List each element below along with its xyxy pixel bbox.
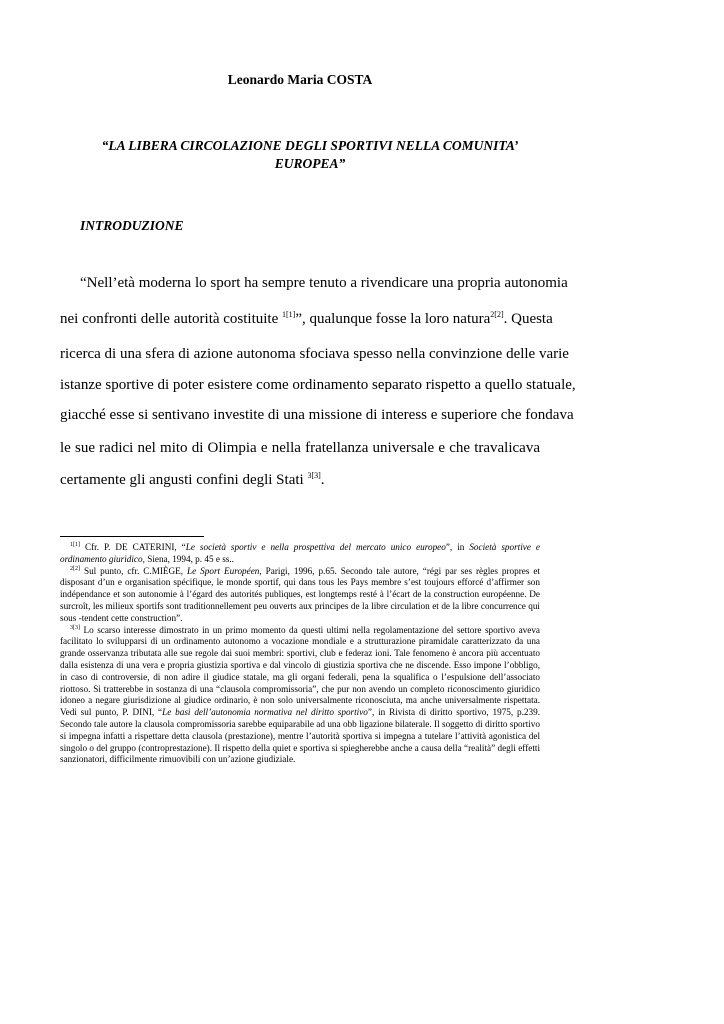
body-line-7: [60, 470, 540, 490]
footnote-ref-2[interactable]: 2[2]: [490, 310, 504, 319]
footnote-cited-title: Le Sport Européen: [187, 565, 260, 576]
body-text-run: ”, qualunque fosse la loro natura: [295, 311, 491, 327]
footnote-text: ”, in: [445, 542, 470, 552]
body-line-4: istanze sportive di poter esistere come ordinamento separato rispetto a quello statuale,: [60, 377, 576, 393]
body-line-2: [60, 309, 553, 329]
section-heading: INTRODUZIONE: [80, 218, 184, 233]
footnotes: [60, 542, 540, 766]
body-line-1: “Nell’età moderna lo sport ha sempre tenuto a rivendicare una propria autonomia: [80, 275, 568, 291]
footnote-marker: 2[2]: [70, 565, 80, 572]
footnote-cited-title: Società sportive e ordinamento giuridico: [60, 542, 540, 564]
footnote-marker: 1[1]: [70, 542, 80, 548]
footnote-separator: [60, 536, 204, 537]
footnote-ref-3[interactable]: 3[3]: [307, 471, 321, 480]
footnote-2: [60, 566, 540, 625]
document-title: [60, 137, 560, 173]
footnote-cited-title: Le basi dell’autonomia normativa nel diritto sportivo: [162, 707, 368, 718]
footnote-marker: 3[3]: [70, 624, 80, 631]
footnote-cited-title: Le società sportiv e nella prospettiva del mercato unico europeo: [185, 542, 446, 552]
body-text-run: . Questa: [503, 311, 553, 327]
footnote-text: , Parigi, 1996, p.65. Secondo tale autore, “régi par ses règles propres et disposant d’un e organisation spécifique, le monde sportif, qui dans tous les Pays membre s’est toujours efforcé d’affirmer son indépendance et son autonomie à l’égard des autorités publiques, est longtemps resté à l’écart de la construction européenne. De surcroît, les milieux sportifs sont traditionnellement peu ouverts aux principes de la libre circulation et de la libre concurrence qui sous -tendent cette construction”.: [60, 565, 540, 623]
footnote-text: ”, in Rivista di diritto sportivo, 1975, p.239. Secondo tale autore la clausola compromissoria sarebbe equiparabile ad una obb ligazione bilaterale. Il soggetto di diritto sportivo si impegna infatti a rispettare detta clausola (prestazione), mentre l’autorità sportiva si impegna a tutelare l’attività agonistica del singolo o del gruppo (controprestazione). Il rispetto della quiet e sportiva si spiegherebbe anche a causa della “realità” degli effetti sanzionatori, difficilmente rimuovibili con un’azione giudiziale.: [60, 707, 540, 765]
body-text-run: .: [320, 472, 325, 488]
footnote-ref-1[interactable]: 1[1]: [282, 310, 296, 319]
body-line-5: giacché esse si sentivano investite di una missione di interess e superiore che fondava: [60, 407, 574, 423]
footnote-text: Sul punto, cfr. C.MIÈGE,: [83, 565, 188, 576]
author-name: Leonardo Maria COSTA: [227, 72, 373, 87]
title-line-1: “LA LIBERA CIRCOLAZIONE DEGLI SPORTIVI NELLA COMUNITA’: [101, 138, 519, 153]
footnote-3: [60, 625, 540, 767]
footnote-text: , Siena, 1994, p. 45 e ss..: [142, 553, 234, 564]
body-line-6: le sue radici nel mito di Olimpia e nella fratellanza universale e che travalicava: [60, 440, 540, 456]
title-line-2: EUROPEA”: [274, 156, 346, 171]
footnote-1: [60, 542, 540, 566]
body-line-3: ricerca di una sfera di azione autonoma sfociava spesso nella convinzione delle varie: [60, 346, 569, 362]
footnote-text: Lo scarso interesse dimostrato in un primo momento da questi ultimi nella regolamentazione del settore sportivo aveva facilitato lo svilupparsi di un ordinamento autonomo a vocazione mondiale e a strutturazione piramidale caratterizzato da una grande osservanza tributata alle sue regole dai suoi membri: sportivi, club e federaz ioni. Tale fenomeno è ancora più accentuato dalla esistenza di una vera e propria giustizia sportiva e dal vincolo di giustizia sportiva che ne discende. Esso impone l’obbligo, in caso di controversie, di non adire il giudice statale, ma gli organi federali, pena la squalifica o l’espulsione dell’associato riottoso. Si tratterebbe in sostanza di una “clausola compromissoria”, che pur non avendo un completo riconoscimento giuridico idoneo a negare giurisdizione al giudice ordinario, è non solo universalmente riconosciuta, ma anche universalmente rispettata. Vedi sul punto, P. DINI, “: [60, 624, 541, 718]
footnote-text: Cfr. P. DE CATERINI, “: [84, 542, 186, 552]
body-text-run: nei confronti delle autorità costituite: [60, 311, 279, 327]
body-text-run: certamente gli angusti confini degli Stati: [60, 472, 304, 488]
